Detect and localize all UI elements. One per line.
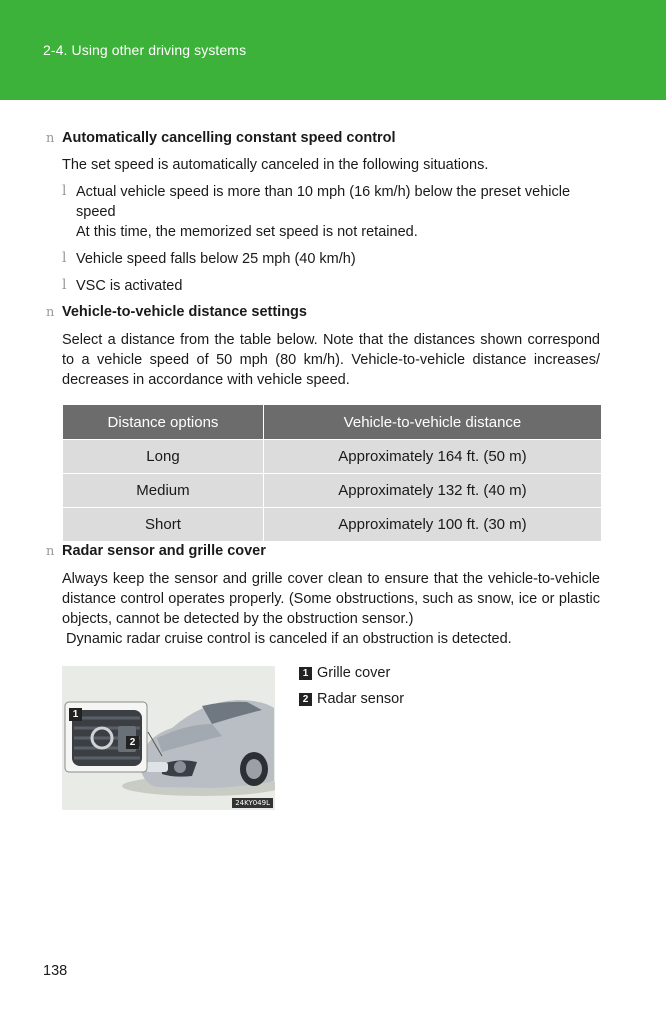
cancel-item-2: Vehicle speed falls below 25 mph (40 km/h) bbox=[76, 251, 356, 267]
callout-2: 2 bbox=[126, 736, 139, 749]
radar-note: Dynamic radar cruise control is canceled if an obstruction is detected. bbox=[62, 631, 512, 647]
table-row bbox=[63, 474, 601, 508]
cancel-item-3: VSC is activated bbox=[76, 278, 183, 294]
table-cell: Short bbox=[63, 508, 263, 542]
distance-body: Select a distance from the table below. Note that the distances shown correspond to a vehicle speed of 50 mph (80 km/h). Vehicle-to-vehicle distance increases/ decreases in accordance with vehicle speed. bbox=[62, 332, 600, 388]
table-header: Distance options bbox=[63, 405, 263, 440]
callout-1: 1 bbox=[69, 708, 82, 721]
legend-number: 2 bbox=[299, 693, 312, 706]
legend-number: 1 bbox=[299, 667, 312, 680]
legend-label: Grille cover bbox=[317, 665, 391, 681]
heading-auto-cancel: Automatically cancelling constant speed control bbox=[62, 130, 396, 146]
legend-label: Radar sensor bbox=[317, 691, 405, 707]
cancel-item-1-note: At this time, the memorized set speed is not retained. bbox=[76, 224, 418, 240]
table-row bbox=[63, 440, 601, 474]
table-header: Vehicle-to-vehicle distance bbox=[263, 405, 601, 440]
table-cell: Medium bbox=[63, 474, 263, 508]
table-row bbox=[63, 508, 601, 542]
table-cell: Long bbox=[63, 440, 263, 474]
list-bullet: l bbox=[62, 183, 67, 199]
section-bullet: n bbox=[46, 544, 55, 559]
cancel-intro: The set speed is automatically canceled in the following situations. bbox=[62, 157, 489, 173]
legend-item bbox=[299, 665, 390, 681]
image-code: 24KY049L bbox=[232, 798, 273, 808]
section-title: 2-4. Using other driving systems bbox=[43, 42, 247, 58]
page-header bbox=[0, 0, 666, 100]
legend-item bbox=[299, 691, 404, 707]
distance-table bbox=[63, 405, 601, 541]
table-cell: Approximately 164 ft. (50 m) bbox=[263, 440, 601, 474]
list-bullet: l bbox=[62, 250, 67, 266]
table-cell: Approximately 100 ft. (30 m) bbox=[263, 508, 601, 542]
section-bullet: n bbox=[46, 131, 55, 146]
table-header-row bbox=[63, 405, 601, 440]
list-bullet: l bbox=[62, 277, 67, 293]
radar-body: Always keep the sensor and grille cover clean to ensure that the vehicle-to-vehicle distance control operates properly. (Some obstructions, such as snow, ice or plastic objects, cannot be detected by the obstruction sensor.) bbox=[62, 571, 600, 627]
heading-radar-sensor: Radar sensor and grille cover bbox=[62, 543, 266, 559]
cancel-item-1-line-2: speed bbox=[76, 204, 116, 220]
page-number: 138 bbox=[43, 963, 68, 979]
car-illustration bbox=[62, 666, 275, 810]
cancel-item-1-line-1: Actual vehicle speed is more than 10 mph (16 km/h) below the preset vehicle bbox=[76, 184, 571, 200]
table-cell: Approximately 132 ft. (40 m) bbox=[263, 474, 601, 508]
section-bullet: n bbox=[46, 305, 55, 320]
heading-distance-settings: Vehicle-to-vehicle distance settings bbox=[62, 304, 307, 320]
car-image bbox=[62, 666, 275, 810]
